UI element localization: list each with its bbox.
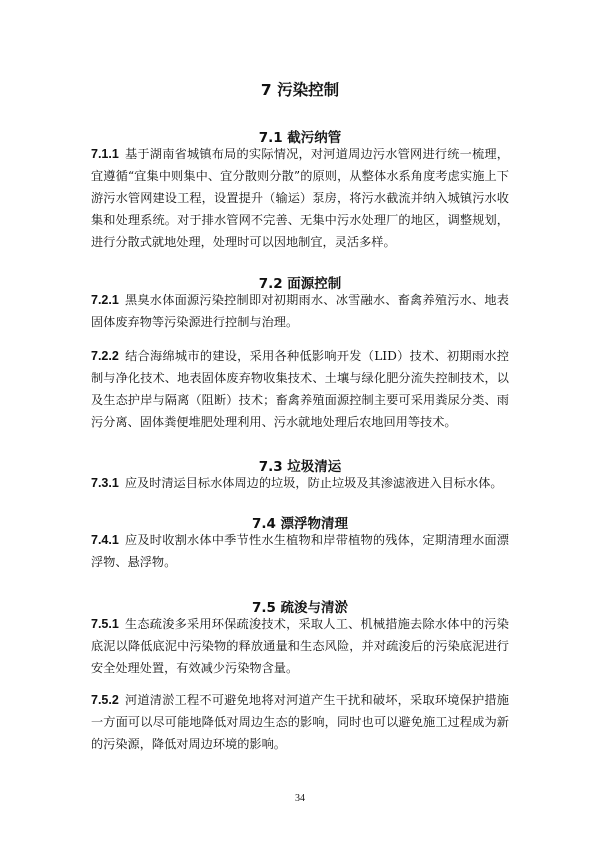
clause-number: 7.2.1 — [91, 293, 119, 307]
clause-paragraph — [91, 613, 509, 679]
clause-number: 7.3.1 — [91, 476, 119, 490]
clause-number: 7.5.1 — [91, 617, 119, 631]
clause-text: 河道清淤工程不可避免地将对河道产生干扰和破坏，采取环境保护措施一方面可以尽可能地降低对周边生态的影响，同时也可以避免施工过程成为新的污染源，降低对周边环境的影响。 — [91, 693, 509, 751]
section-heading: 7.1 截污纳管 — [258, 130, 342, 146]
clause-number: 7.4.1 — [91, 533, 119, 547]
page-number: 34 — [295, 793, 305, 804]
clause-paragraph — [91, 143, 509, 253]
section-heading: 7.2 面源控制 — [258, 276, 342, 292]
clause-paragraph — [91, 529, 509, 573]
chapter-title: 7 污染控制 — [260, 81, 340, 99]
clause-text: 结合海绵城市的建设，采用各种低影响开发（LID）技术、初期雨水控制与净化技术、地表固体废弃物收集技术、土壤与绿化肥分流失控制技术，以及生态护岸与隔离（阻断）技术；畜禽养殖面源控制主要可采用粪尿分类、雨污分离、固体粪便堆肥处理利用、污水就地处理后农地回用等技术。 — [91, 349, 509, 429]
clause-number: 7.1.1 — [91, 147, 119, 161]
clause-text: 黑臭水体面源污染控制即对初期雨水、冰雪融水、畜禽养殖污水、地表固体废弃物等污染源进行控制与治理。 — [91, 293, 509, 329]
clause-paragraph — [91, 345, 509, 433]
clause-number: 7.5.2 — [91, 693, 119, 707]
section-heading: 7.3 垃圾清运 — [258, 459, 342, 475]
clause-text: 应及时清运目标水体周边的垃圾，防止垃圾及其渗滤液进入目标水体。 — [124, 476, 503, 490]
section-heading: 7.5 疏浚与清淤 — [251, 600, 349, 616]
clause-paragraph — [91, 289, 509, 333]
clause-number: 7.2.2 — [91, 349, 119, 363]
section-heading: 7.4 漂浮物清理 — [251, 516, 349, 532]
clause-paragraph — [91, 689, 509, 755]
clause-text: 生态疏浚多采用环保疏浚技术，采取人工、机械措施去除水体中的污染底泥以降低底泥中污染物的释放通量和生态风险，并对疏浚后的污染底泥进行安全处理处置，有效减少污染物含量。 — [91, 617, 509, 675]
clause-text: 基于湖南省城镇布局的实际情况，对河道周边污水管网进行统一梳理，宜遵循“宜集中则集中、宜分散则分散”的原则，从整体水系角度考虑实施上下游污水管网建设工程，设置提升（输运）泵房，将污水截流并纳入城镇污水收集和处理系统。对于排水管网不完善、无集中污水处理厂的地区，调整规划，进行分散式就地处理，处理时可以因地制宜，灵活多样。 — [91, 147, 509, 249]
clause-text: 应及时收割水体中季节性水生植物和岸带植物的残体，定期清理水面漂浮物、悬浮物。 — [91, 533, 509, 569]
clause-paragraph — [91, 472, 509, 494]
